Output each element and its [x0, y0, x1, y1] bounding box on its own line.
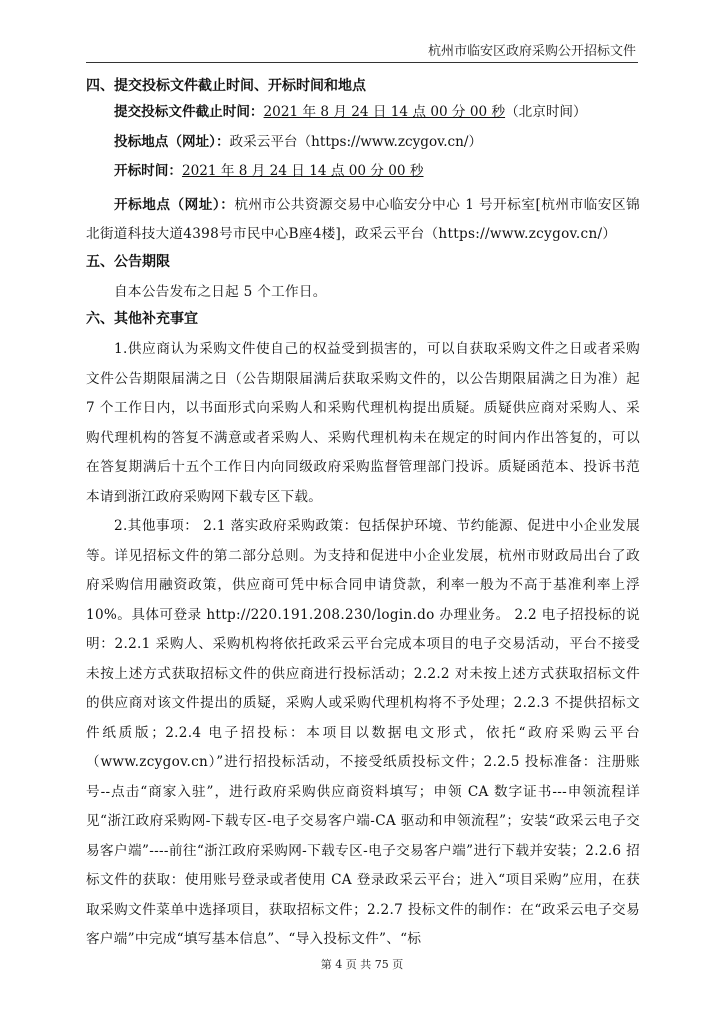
opening-location-value: 杭州市公共资源交易中心临安分中心 1 号开标室[杭州市临安区锦北街道科技大道4398号市民中心B座4楼]，政采云平台（https://www.zcygov.cn/）	[86, 196, 640, 242]
bid-deadline-label: 提交投标文件截止时间：	[114, 104, 264, 120]
opening-time-label: 开标时间：	[114, 163, 182, 179]
supplementary-paragraph-2: 2.其他事项： 2.1 落实政府采购政策：包括保护环境、节约能源、促进中小企业发展等。详见招标文件的第二部分总则。为支持和促进中小企业发展，杭州市财政局出台了政府采购信用融资政策，供应商可凭中标合同申请贷款，利率一般为不高于基准利率上浮 10%。具体可登录 http://220.191.208.230/login.do 办理业务。 2.2 电子招投标的说明：2.2.1 采购人、采购机构将依托政采云平台完成本项目的电子交易活动，平台不接受未按上述方式获取招标文件的供应商进行投标活动；2.2.2 对未按上述方式获取招标文件的供应商对该文件提出的质疑，采购人或采购代理机构将不予处理；2.2.3 不提供招标文件纸质版；2.2.4 电子招投标：本项目以数据电文形式，依托“政府采购云平台（www.zcygov.cn）”进行招投标活动，不接受纸质投标文件；2.2.5 投标准备：注册账号--点击“商家入驻”，进行政府采购供应商资料填写；申领 CA 数字证书---申领流程详见“浙江政府采购网-下载专区-电子交易客户端-CA 驱动和申领流程”；安装“政采云电子交易客户端”----前往“浙江政府采购网-下载专区-电子交易客户端”进行下载并安装；2.2.6 招标文件的获取：使用账号登录或者使用 CA 登录政采云平台；进入“项目采购”应用，在获取采购文件菜单中选择项目，获取招标文件；2.2.7 投标文件的制作：在“政采云电子交易客户端”中完成“填写基本信息”、“导入投标文件”、“标	[86, 518, 640, 947]
opening-time-value: 2021 年 8 月 24 日 14 点 00 分 00 秒	[181, 163, 424, 179]
header-divider	[86, 62, 638, 63]
section-4-heading: 四、提交投标文件截止时间、开标时间和地点	[86, 78, 366, 94]
page-header-title: 杭州市临安区政府采购公开招标文件	[427, 44, 636, 59]
bid-deadline-value: 2021 年 8 月 24 日 14 点 00 分 00 秒	[263, 104, 506, 120]
bid-deadline-note: （北京时间）	[505, 104, 587, 120]
announcement-period-text: 自本公告发布之日起 5 个工作日。	[114, 283, 327, 300]
opening-time-line	[86, 161, 640, 191]
bid-location-line	[86, 132, 640, 162]
page-number-footer: 第 4 页 共 75 页	[320, 958, 404, 971]
bid-deadline-line	[86, 102, 640, 132]
supplementary-paragraph-1: 1.供应商认为采购文件使自己的权益受到损害的，可以自获取采购文件之日或者采购文件公告期限届满之日（公告期限届满后获取采购文件的，以公告期限届满之日为准）起 7 个工作日内，以书面形式向采购人和采购代理机构提出质疑。质疑供应商对采购人、采购代理机构的答复不满意或者采购人、采购代理机构未在规定的时间内作出答复的，可以在答复期满后十五个工作日内向同级政府采购监督管理部门投诉。质疑函范本、投诉书范本请到浙江政府采购网下载专区下载。	[86, 341, 640, 505]
section-5-heading: 五、公告期限	[86, 253, 170, 270]
bid-location-value: 政采云平台（https://www.zcygov.cn/）	[229, 133, 483, 150]
opening-location-label: 开标地点（网址）：	[114, 196, 235, 213]
document-body	[86, 76, 640, 955]
bid-location-label: 投标地点（网址）：	[114, 133, 230, 150]
opening-location-paragraph	[86, 191, 640, 250]
section-6-heading: 六、其他补充事宜	[86, 311, 198, 327]
